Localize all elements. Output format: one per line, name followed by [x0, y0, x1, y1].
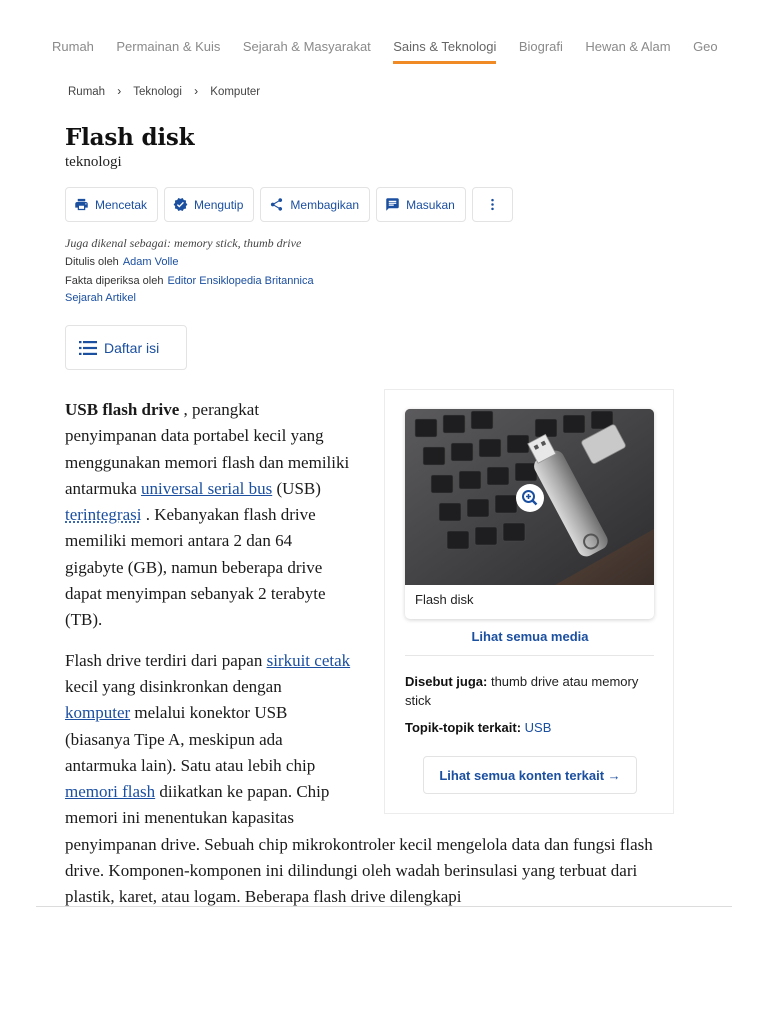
also-called-value: thumb drive atau memory stick	[405, 674, 639, 708]
p1-text-2: (USB)	[272, 478, 321, 498]
verified-badge-icon	[173, 197, 188, 212]
fact-checker-link[interactable]: Editor Ensiklopedia Britannica	[167, 275, 314, 287]
link-komputer[interactable]: komputer	[65, 703, 131, 723]
nav-item-geography[interactable]: Geo	[693, 39, 718, 54]
breadcrumb-technology[interactable]: Teknologi	[133, 86, 182, 98]
related-topics-label: Topik-topik terkait:	[405, 720, 522, 735]
page-subtitle: teknologi	[65, 154, 122, 170]
feedback-label: Masukan	[406, 197, 455, 212]
link-universal-serial-bus[interactable]: universal serial bus	[141, 478, 273, 498]
nav-item-animals-nature[interactable]: Hewan & Alam	[585, 39, 671, 54]
author-line	[65, 256, 178, 268]
article-toolbar	[65, 187, 513, 223]
view-all-media-link[interactable]: Lihat semua media	[471, 629, 589, 644]
nav-item-games-quizzes[interactable]: Permainan & Kuis	[116, 39, 221, 54]
also-called-label: Disebut juga:	[405, 674, 488, 689]
zoom-in-icon[interactable]	[515, 483, 545, 513]
chevron-right-icon: ›	[117, 84, 122, 98]
list-icon	[79, 341, 97, 355]
card-divider	[405, 655, 654, 656]
media-caption: Flash disk	[415, 592, 474, 607]
fact-checked-label: Fakta diperiksa oleh	[65, 275, 164, 287]
share-icon	[269, 197, 284, 212]
p2-text-4: diikatkan ke papan. Chip memori ini menentukan kapasitas penyimpanan drive. Sebuah chip mikrokontroler kecil mengelola data dan fungsi flash drive. Komponen-komponen ini dilindungi oleh wadah berinsulasi yang terbuat dari plastik, karet, atau logam. Beberapa flash drive dilengkapi	[65, 782, 653, 907]
p1-text-3: . Kebanyakan flash drive memiliki memori antara 2 dan 64 gigabyte (GB), namun beberapa drive dapat menyimpan sebanyak 2 terabyte (TB).	[65, 505, 326, 630]
more-options-button[interactable]	[472, 187, 513, 222]
toc-label: Daftar isi	[104, 339, 160, 356]
link-terintegrasi[interactable]: terintegrasi	[65, 505, 142, 525]
chevron-right-icon: ›	[194, 84, 199, 98]
breadcrumb-home[interactable]: Rumah	[68, 86, 106, 98]
breadcrumb	[68, 84, 260, 98]
nav-item-biographies[interactable]: Biografi	[518, 39, 563, 54]
p1-text-1: , perangkat penyimpanan data portabel kecil yang menggunakan memori flash dan memiliki antarmuka	[65, 400, 350, 498]
link-memori-flash[interactable]: memori flash	[65, 782, 156, 802]
feedback-button[interactable]	[376, 187, 466, 222]
media-sidebar-card	[384, 389, 674, 814]
nav-item-science-tech[interactable]: Sains & Teknologi	[393, 39, 496, 64]
p2-text-1: Flash drive terdiri dari papan	[65, 650, 267, 670]
more-vertical-icon	[485, 197, 500, 212]
nav-item-history-society[interactable]: Sejarah & Masyarakat	[242, 39, 371, 54]
share-label: Membagikan	[290, 197, 360, 212]
share-button[interactable]	[260, 187, 370, 222]
media-thumbnail[interactable]	[405, 409, 654, 619]
print-icon	[74, 197, 89, 212]
feedback-icon	[385, 197, 400, 212]
related-topics-row	[405, 718, 661, 737]
written-by-label: Ditulis oleh	[65, 256, 119, 268]
author-link[interactable]: Adam Volle	[122, 256, 179, 268]
breadcrumb-computer[interactable]: Komputer	[210, 86, 261, 98]
page-title: Flash disk	[65, 124, 195, 151]
lead-term: USB flash drive	[65, 400, 180, 419]
related-topic-usb-link[interactable]: USB	[524, 720, 552, 735]
top-nav	[52, 38, 728, 66]
cite-button[interactable]	[164, 187, 254, 222]
cite-label: Mengutip	[194, 197, 244, 212]
fact-check-line	[65, 275, 314, 287]
also-known-as: Juga dikenal sebagai: memory stick, thumb drive	[65, 236, 302, 250]
nav-item-home[interactable]: Rumah	[52, 39, 94, 54]
print-label: Mencetak	[95, 197, 148, 212]
blank-footer-area	[0, 907, 768, 1024]
view-related-content-button[interactable]: Lihat semua konten terkait →	[423, 756, 637, 794]
table-of-contents-button[interactable]	[65, 325, 187, 370]
article-history-link[interactable]: Sejarah Artikel	[65, 292, 136, 304]
p2-text-2: kecil yang disinkronkan dengan	[65, 676, 282, 696]
print-button[interactable]	[65, 187, 158, 222]
link-sirkuit-cetak[interactable]: sirkuit cetak	[266, 650, 351, 670]
also-called-row	[405, 672, 661, 710]
p2-text-3: melalui konektor USB (biasanya Tipe A, meskipun ada antarmuka lain). Satu atau lebih chip	[65, 703, 316, 775]
